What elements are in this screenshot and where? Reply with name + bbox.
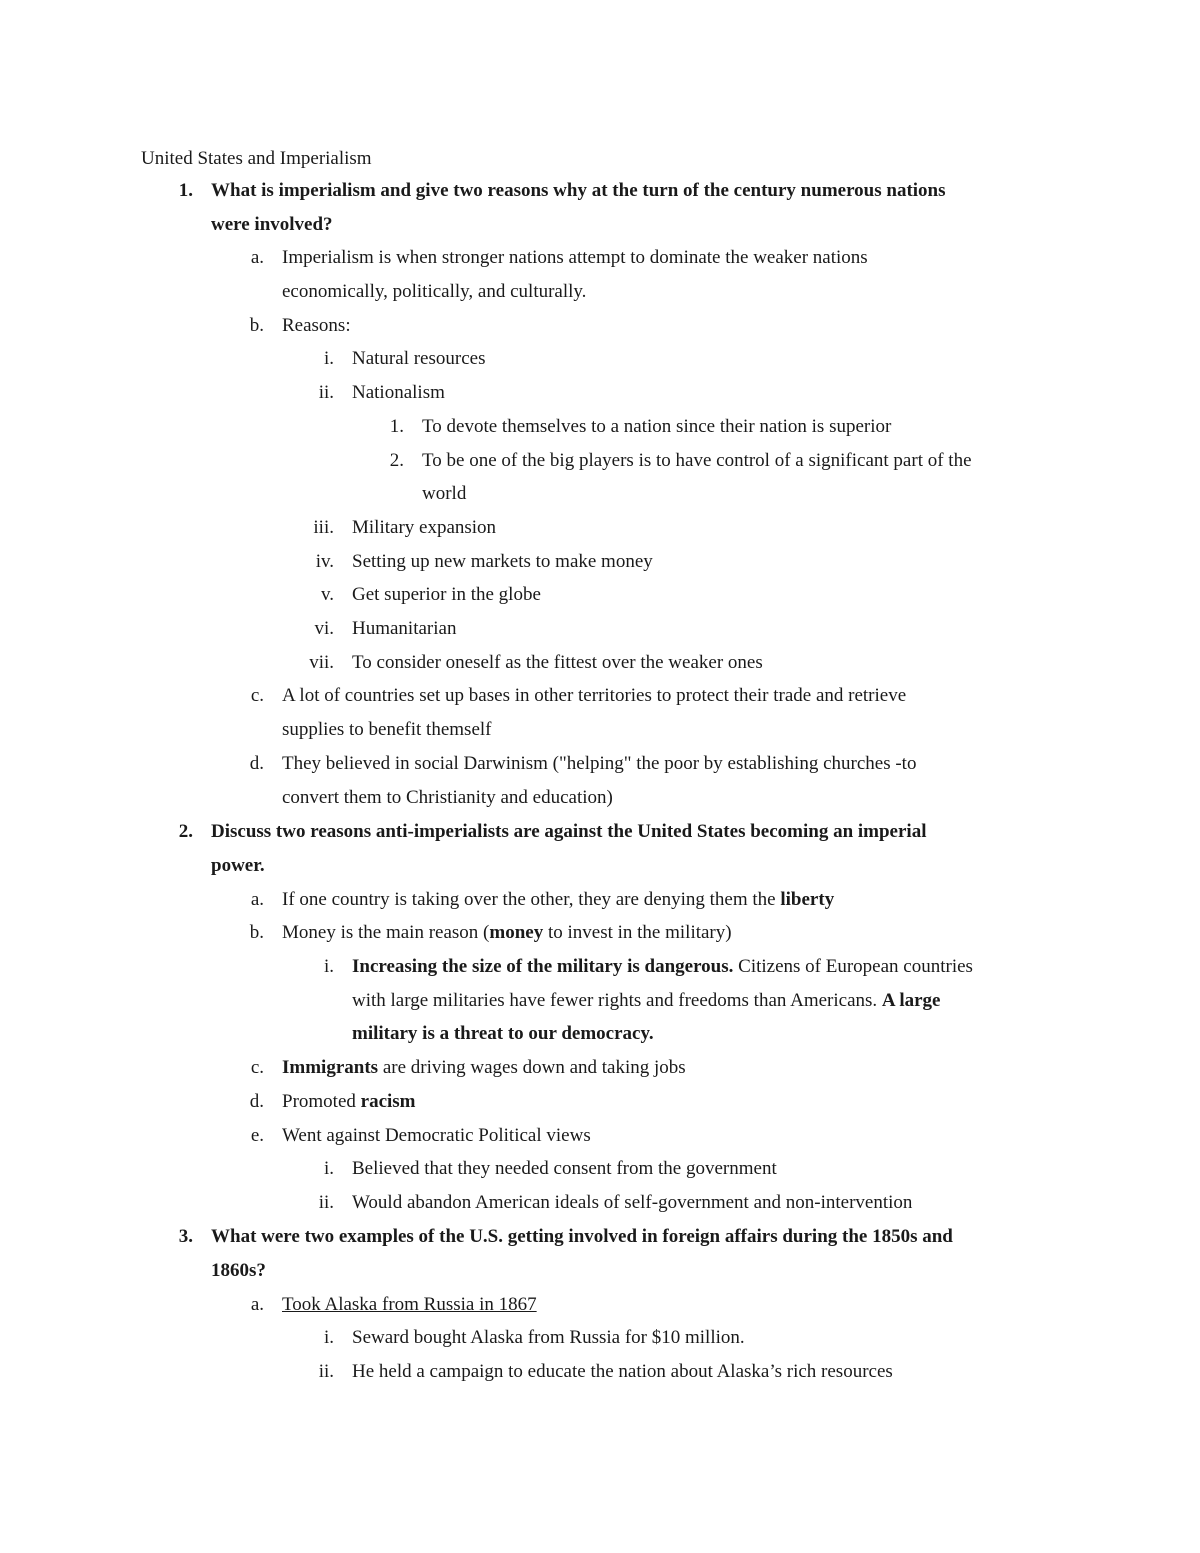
list-item (260, 342, 1052, 376)
list-item-cont (260, 1017, 1052, 1051)
list-marker: b. (249, 315, 264, 336)
list-text: To devote themselves to a nation since their nation is superior (422, 416, 892, 437)
list-item (260, 1321, 1052, 1355)
list-item-cont (200, 275, 1052, 309)
list-item (260, 511, 1052, 545)
question-text: Discuss two reasons anti-imperialists are against the United States becoming an imperial (211, 821, 927, 842)
question-text: 1860s? (211, 1260, 266, 1281)
list-marker: 1. (389, 416, 404, 437)
list-item (330, 410, 1052, 444)
list-marker: a. (250, 889, 264, 910)
list-marker: vi. (314, 618, 334, 639)
list-item (200, 883, 1052, 917)
list-item (260, 612, 1052, 646)
list-marker: ii. (318, 1192, 334, 1213)
list-text: convert them to Christianity and education) (282, 787, 613, 808)
list-item (200, 1085, 1052, 1119)
list-text: with large militaries have fewer rights and freedoms than Americans. A large (352, 990, 941, 1011)
list-marker: b. (249, 922, 264, 943)
question-1-cont (141, 208, 1071, 242)
list-marker: ii. (318, 382, 334, 403)
list-text: Get superior in the globe (352, 584, 541, 605)
list-item (200, 309, 1052, 343)
list-item (200, 747, 1052, 781)
page-title: United States and Imperialism (141, 148, 372, 169)
list-marker: c. (250, 1057, 264, 1078)
underlined-heading: Took Alaska from Russia in 1867 (282, 1294, 537, 1315)
list-text: Would abandon American ideals of self-government and non-intervention (352, 1192, 913, 1213)
list-item-cont (330, 477, 1052, 511)
list-marker: d. (249, 753, 264, 774)
list-text: world (422, 483, 467, 504)
list-marker: d. (249, 1091, 264, 1112)
list-text: military is a threat to our democracy. (352, 1023, 654, 1044)
list-item (200, 679, 1052, 713)
question-number: 2. (178, 821, 193, 842)
list-text: They believed in social Darwinism ("helping" the poor by establishing churches -to (282, 753, 917, 774)
list-text: To be one of the big players is to have control of a significant part of the (422, 450, 972, 471)
list-text: Setting up new markets to make money (352, 551, 653, 572)
list-item (260, 1152, 1052, 1186)
question-text: were involved? (211, 214, 333, 235)
list-item (260, 578, 1052, 612)
list-text: Went against Democratic Political views (282, 1125, 591, 1146)
list-text: Imperialism is when stronger nations attempt to dominate the weaker nations (282, 247, 868, 268)
list-text: Nationalism (352, 382, 445, 403)
list-text: He held a campaign to educate the nation about Alaska’s rich resources (352, 1361, 893, 1382)
list-item (260, 376, 1052, 410)
list-text: Promoted racism (282, 1091, 416, 1112)
list-item (260, 646, 1052, 680)
list-text: Money is the main reason (money to invest in the military) (282, 922, 732, 943)
question-text: What were two examples of the U.S. getting involved in foreign affairs during the 1850s and (211, 1226, 953, 1247)
list-marker: iii. (313, 517, 334, 538)
question-text: What is imperialism and give two reasons why at the turn of the century numerous nations (211, 180, 946, 201)
question-3 (141, 1220, 1071, 1254)
list-marker: i. (323, 1327, 334, 1348)
list-marker: v. (320, 584, 334, 605)
list-text: Believed that they needed consent from the government (352, 1158, 777, 1179)
list-item (260, 950, 1052, 984)
list-marker: e. (250, 1125, 264, 1146)
list-text: To consider oneself as the fittest over the weaker ones (352, 652, 763, 673)
question-2-cont (141, 849, 1071, 883)
list-item (200, 1051, 1052, 1085)
list-text: Military expansion (352, 517, 497, 538)
list-text: Seward bought Alaska from Russia for $10 million. (352, 1327, 745, 1348)
list-text: If one country is taking over the other, they are denying them the liberty (282, 889, 835, 910)
list-marker: i. (323, 1158, 334, 1179)
list-item (200, 916, 1052, 950)
question-2 (141, 815, 1071, 849)
list-text: Increasing the size of the military is dangerous. Citizens of European countries (352, 956, 973, 977)
list-item (260, 1186, 1052, 1220)
list-text: Humanitarian (352, 618, 457, 639)
question-number: 1. (178, 180, 193, 201)
list-item (200, 241, 1052, 275)
list-item (200, 1119, 1052, 1153)
list-text: economically, politically, and culturally. (282, 281, 587, 302)
list-marker: c. (250, 685, 264, 706)
list-marker: i. (323, 348, 334, 369)
question-number: 3. (178, 1226, 193, 1247)
list-item (200, 1288, 1052, 1322)
bold-term: money (489, 922, 544, 943)
list-marker: 2. (389, 450, 404, 471)
list-marker: iv. (315, 551, 334, 572)
list-item-cont (200, 713, 1052, 747)
question-3-cont (141, 1254, 1071, 1288)
list-item (260, 1355, 1052, 1389)
list-marker: a. (250, 1294, 264, 1315)
list-text: Reasons: (282, 315, 351, 336)
list-item (330, 444, 1052, 478)
list-item-cont (260, 984, 1052, 1018)
list-marker: i. (323, 956, 334, 977)
list-marker: vii. (309, 652, 334, 673)
list-marker: ii. (318, 1361, 334, 1382)
list-text: A lot of countries set up bases in other territories to protect their trade and retrieve (282, 685, 907, 706)
bold-term: liberty (780, 889, 835, 910)
question-text: power. (211, 855, 265, 876)
list-marker: a. (250, 247, 264, 268)
list-item-cont (200, 781, 1052, 815)
list-text: supplies to benefit themself (282, 719, 492, 740)
list-text: Natural resources (352, 348, 486, 369)
question-1 (141, 174, 1071, 208)
list-item (260, 545, 1052, 579)
list-text: Immigrants are driving wages down and taking jobs (282, 1057, 686, 1078)
